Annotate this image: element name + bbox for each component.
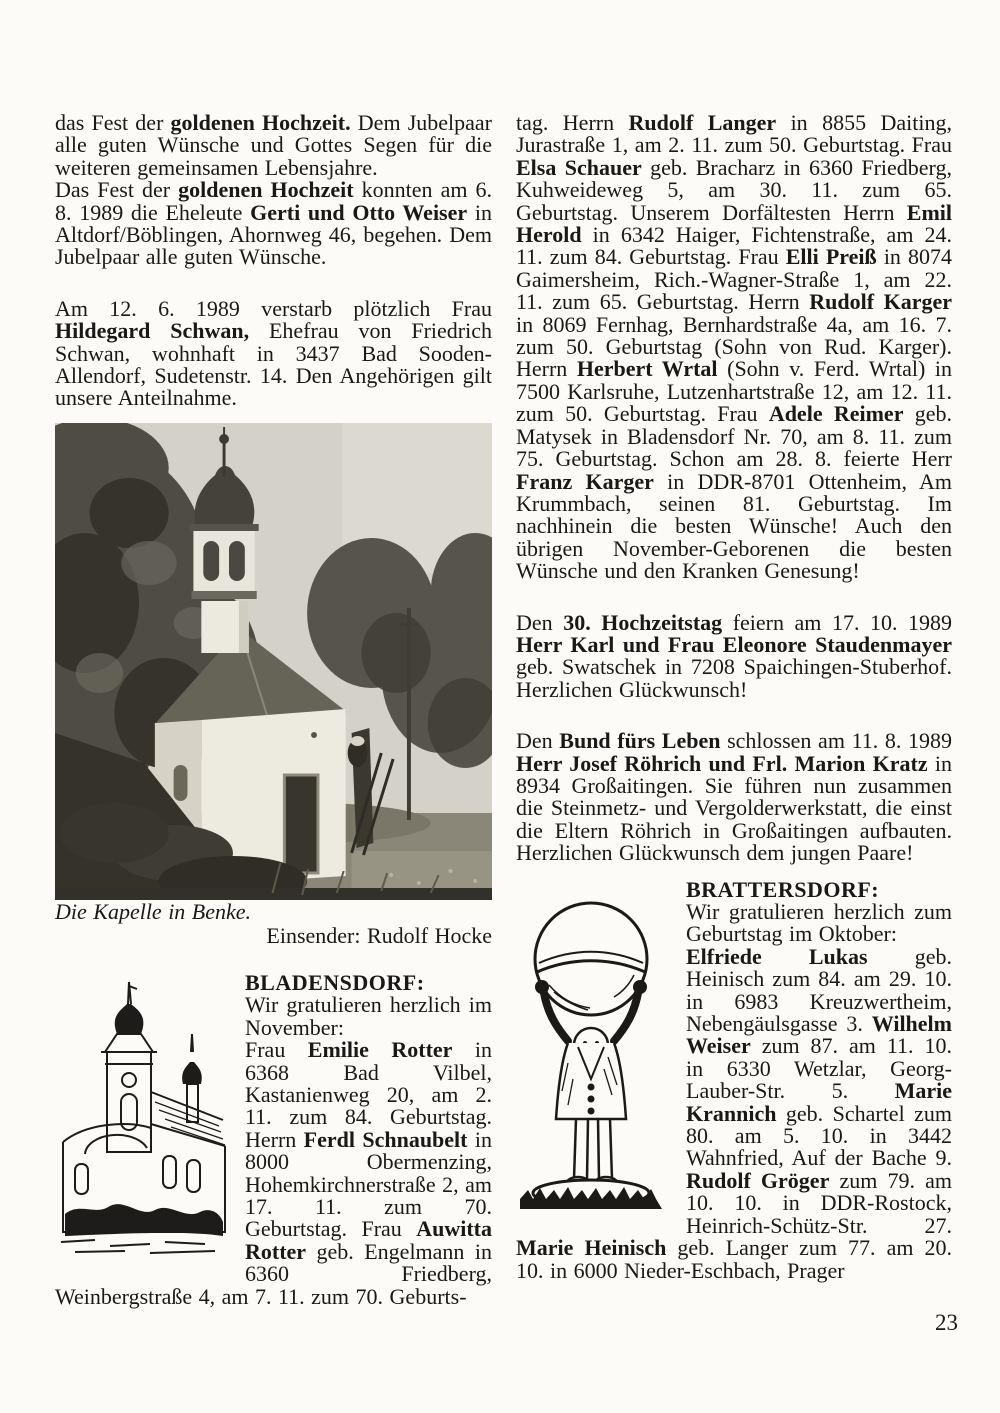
chapel-photo [55,423,492,900]
brattersdorf-body: Elfriede Lukas geb. Heinisch zum 84. am 29. 10. in 6983 Kreuzwertheim, Nebengäulsgasse 3. Wilhelm Weiser zum 87. am 11. 10. in 6330 Wetzlar, Georg-Lauber-Str. 5. Marie Krannich geb. Schartel zum 80. am 5. 10. in 3442 Wahnfried, Auf der Bache 9. Rudolf Gröger zum 79. am 10. 10. in DDR-Rostock, Heinrich-Schütz-Str. 27. Marie Heinisch geb. Langer zum 77. am 20. 10. in 6000 Nieder-Eschbach, Prager [516,943,952,1283]
bladensdorf-body: Frau Emilie Rotter in 6368 Bad Vilbel, Kastanienweg 20, am 2. 11. zum 84. Geburtstag. Herrn Ferdl Schnaubelt in 8000 Obermenzing, Hohemkirchnerstraße 2, am 17. 11. zum 70. Geburtstag. Frau Auwitta Rotter geb. Engelmann in 6360 Friedberg, Weinbergstraße 4, am 7. 11. zum 70. Geburts- [55,1037,493,1309]
brattersdorf-intro: Wir gratulieren herzlich zum Geburtstag im Oktober: [686,899,952,947]
paragraph-wedding-roehrich: Den Bund fürs Leben schlossen am 11. 8. 1989 Herr Josef Röhrich und Frl. Marion Kratz in 8934 Großaitingen. Sie führen nun zusammen die Steinmetz- und Vergolderwerkstatt, die einst die Eltern Röhrich in Großaitingen aufbauten. Herzlichen Glückwunsch dem jungen Paare! [516,728,952,866]
two-column-layout [55,112,952,1308]
brattersdorf-heading: BRATTERSDORF: [686,876,880,902]
bladensdorf-heading: BLADENSDORF: [245,969,425,995]
photo-sender: Einsender: Rudolf Hocke [266,922,492,948]
bladensdorf-intro: Wir gratulieren herzlich im November: [245,992,492,1040]
left-column [55,112,492,1308]
paragraph-birthdays-november: tag. Herrn Rudolf Langer in 8855 Daiting, Jurastraße 1, am 2. 11. zum 50. Geburtstag. Frau Elsa Schauer geb. Bracharz in 6360 Friedberg, Kuhweideweg 5, am 30. 11. zum 65. Geburtstag. Unserem Dorfältesten Herrn Emil Herold in 6342 Haiger, Fichtenstraße, am 24. 11. zum 84. Geburtstag. Frau Elli Preiß in 8074 Gaimersheim, Rich.-Wagner-Straße 1, am 22. 11. zum 65. Geburtstag. Herrn Rudolf Karger in 8069 Fernhag, Bernhardstraße 4a, am 16. 7. zum 50. Geburtstag (Sohn von Rud. Karger). Herrn Herbert Wrtal (Sohn v. Ferd. Wrtal) in 7500 Karlsruhe, Lutzenhartstraße 12, am 12. 11. zum 50. Geburtstag. Frau Adele Reimer geb. Matysek in Bladensdorf Nr. 70, am 8. 11. zum 75. Geburtstag. Schon am 28. 8. feierte Herr Franz Karger in DDR-8701 Ottenheim, Am Krummbach, seinen 81. Geburtstag. Im nachhinein die besten Wünsche! Auch den übrigen November-Geborenen die besten Wünsche und den Kranken Genesung! [516,110,953,584]
church-drawing [55,974,233,1258]
page-number: 23 [935,1310,958,1335]
statue-drawing [516,887,666,1217]
right-column [516,112,952,1308]
chapel-photo-figure [55,423,492,948]
section-bladensdorf [55,969,493,1309]
paragraph-obituary-schwan: Am 12. 6. 1989 verstarb plötzlich Frau Hildegard Schwan, Ehefrau von Friedrich Schwan, wohnhaft in 3437 Bad Sooden-Allendorf, Sudetenstr. 14. Den Angehörigen gilt unsere Anteilnahme. [55,295,492,411]
paragraph-anniversary-staudenmayer: Den 30. Hochzeitstag feiern am 17. 10. 1989 Herr Karl und Frau Eleonore Staudenmayer geb. Swatschek in 7208 Spaichingen-Stuberhof. Herzlichen Glückwunsch! [516,609,953,702]
photo-caption: Die Kapelle in Benke. [55,898,252,924]
paragraph-golden-wedding-2: Das Fest der goldenen Hochzeit konnten am 6. 8. 1989 die Eheleute Gerti und Otto Weiser in Altdorf/Böblingen, Ahornweg 46, begehen. Dem Jubelpaar alle guten Wünsche. [55,177,492,270]
paragraph-golden-wedding-1: das Fest der goldenen Hochzeit. Dem Jubelpaar alle guten Wünsche und Gottes Segen für die weiteren gemeinsamen Lebensjahre. [55,110,493,180]
section-brattersdorf [516,876,952,1283]
